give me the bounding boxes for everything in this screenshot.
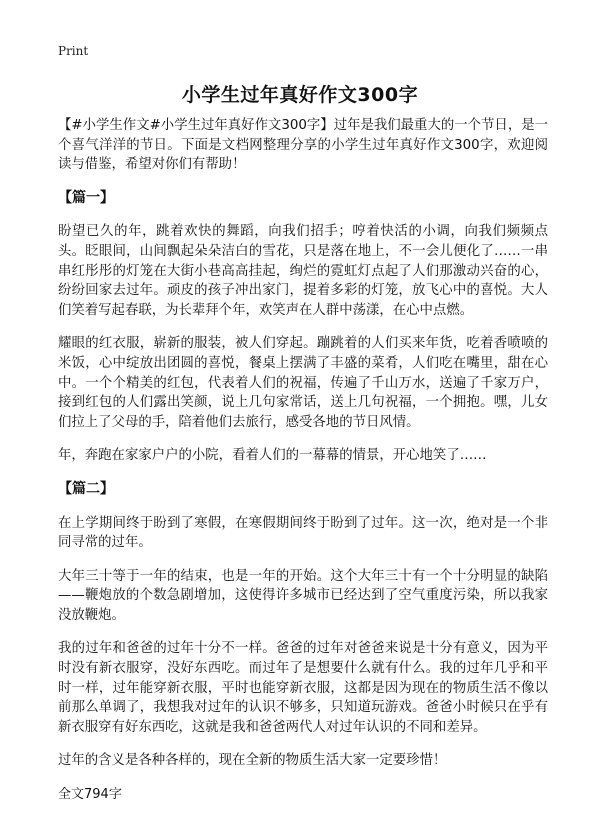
- paragraph: 年，奔跑在家家户户的小院，看着人们的一幕幕的情景，开心地笑了……: [58, 448, 487, 464]
- section-heading-1: 【篇一】: [58, 189, 114, 206]
- paragraph: 耀眼的红衣服，崭新的服装，被人们穿起。蹦跳着的人们买来年货，吃着香喷喷的米饭，心中绽放出团圆的喜悦，餐桌上摆满了丰盛的菜肴，人们吃在嘴里，甜在心中。一个个精美的红包，代表着人们的祝福，传遍了千山万水，送遍了千家万户，接到红包的人们露出笑颜，说上几句家常话，送上几句祝福，一个拥抱。嘿，儿女们拉上了父母的手，陪着他们去旅行，感受各地的节日风情。: [58, 336, 548, 430]
- article-body: [58, 116, 548, 805]
- paragraph: 在上学期间终于盼到了寒假，在寒假期间终于盼到了过年。这一次，绝对是一个非同寻常的过年。: [58, 515, 548, 551]
- paragraph: 盼望已久的年，跳着欢快的舞蹈，向我们招手；哼着快活的小调，向我们频频点头。眨眼间，山间飘起朵朵洁白的雪花，只是落在地上，不一会儿便化了……一串串红彤彤的灯笼在大街小巷高高挂起，绚烂的霓虹灯点起了人们那激动兴奋的心，纷纷回家去过年。顽皮的孩子冲出家门，提着多彩的灯笼，放飞心中的喜悦。大人们笑着写起春联，为长辈拜个年，欢笑声在人群中荡漾，在心中点燃。: [58, 224, 548, 318]
- paragraph: 我的过年和爸爸的过年十分不一样。爸爸的过年对爸爸来说是十分有意义，因为平时没有新衣服穿，没好东西吃。而过年了是想要什么就有什么。我的过年几乎和平时一样，过年能穿新衣服，平时也能穿新衣服，这都是因为现在的物质生活不像以前那么单调了，我想我对过年的认识不够多，只知道玩游戏。爸爸小时候只在乎有新衣服穿有好东西吃，这就是我和爸爸两代人对过年认识的不同和差异。: [58, 641, 548, 735]
- section-heading-2: 【篇二】: [58, 480, 114, 497]
- paragraph: 过年的含义是各种各样的，现在全新的物质生活大家一定要珍惜！: [58, 753, 447, 769]
- print-link[interactable]: Print: [58, 44, 89, 58]
- word-count: 全文794字: [58, 787, 122, 803]
- paragraph: 大年三十等于一年的结束，也是一年的开始。这个大年三十有一个十分明显的缺陷——鞭炮放的个数急剧增加，这使得许多城市已经达到了空气重度污染，所以我家没放鞭炮。: [58, 568, 548, 623]
- page-title: 小学生过年真好作文300字: [181, 84, 419, 106]
- intro-paragraph: 【#小学生作文#小学生过年真好作文300字】过年是我们最重大的一个节日，是一个喜气洋洋的节日。下面是文档网整理分享的小学生过年真好作文300字，欢迎阅读与借鉴，希望对你们有帮助！: [58, 118, 548, 173]
